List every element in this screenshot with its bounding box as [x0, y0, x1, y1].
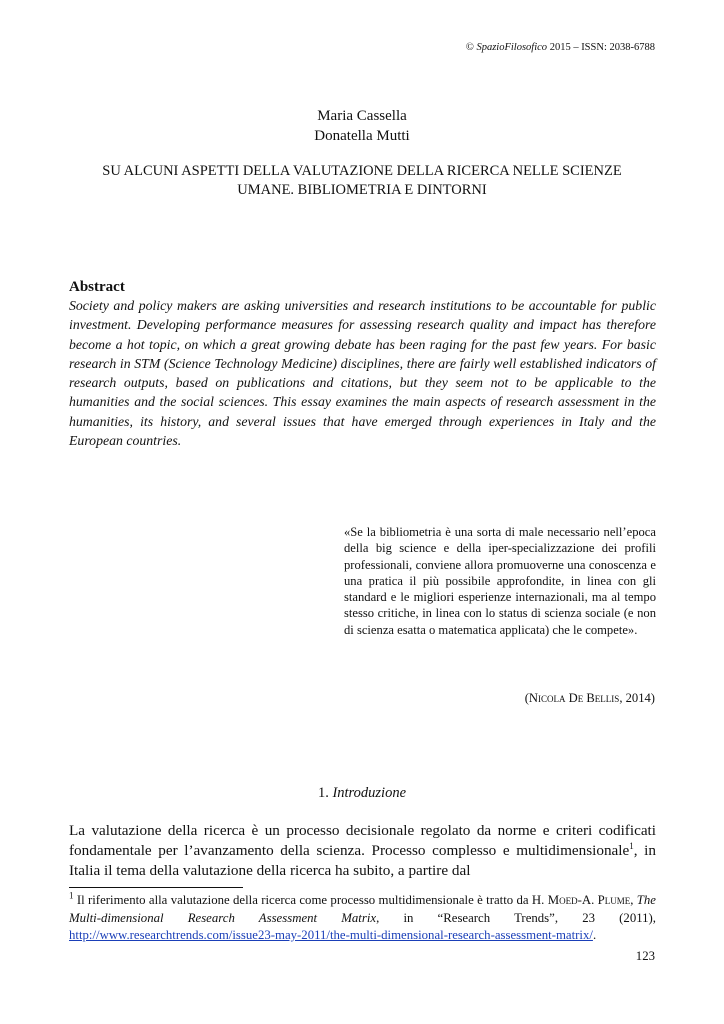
section-heading — [0, 785, 724, 802]
issn-text: 2015 – ISSN: 2038-6788 — [549, 42, 655, 53]
source-author: Nicola De Bellis — [528, 691, 620, 705]
footnote-url-link[interactable]: http://www.researchtrends.com/issue23-may-2011/the-multi-dimensional-research-assessment-matrix/ — [69, 928, 593, 942]
body-text-end: , in Italia il tema della valutazione della ricerca ha subito, a partire dal — [69, 842, 656, 880]
epigraph-quote: «Se la bibliometria è una sorta di male necessario nell’epoca della big science e della iper-specializzazione dei profili professionali, conviene allora promuoverne una conoscenza e una pratica il più possibile approfondite, in linea con gli standard e le migliori esperienze internazionali, ma al tempo stesso critiche, in linea con lo status di scienza sociale (e non di scienza esatta o matematica applicata) che le compete». — [344, 525, 656, 637]
author-name: Maria Cassella — [317, 108, 407, 124]
source-open: ( — [524, 691, 529, 705]
footnote-author: Plume — [597, 893, 631, 907]
journal-name: SpazioFilosofico — [476, 42, 548, 53]
page-number: 123 — [635, 949, 655, 963]
footnote-text: Il riferimento alla valutazione della ricerca come processo multidimensionale è tratto da H. — [73, 893, 548, 907]
footnote-author: Moed — [547, 893, 578, 907]
footnote-dash: -A. — [577, 893, 598, 907]
body-text-start: La valutazione della ricerca è un processo decisionale regolato da norme e criteri codificati fondamentale per l’avanzamento della scienza. Processo complesso e multidimensionale — [69, 822, 656, 860]
section-number: 1. — [317, 785, 333, 801]
footnote-number: 1 — [69, 890, 74, 901]
footnote-text-mid: , in “Research Trends”, 23 (2011), — [376, 910, 656, 925]
footnote-sep: , — [630, 893, 637, 907]
source-year: , 2014) — [619, 691, 655, 705]
footnote-ref[interactable]: 1 — [629, 841, 634, 852]
copyright-symbol: © — [465, 42, 474, 53]
footnote-end: . — [592, 928, 597, 942]
abstract-heading: Abstract — [69, 279, 125, 295]
author-name: Donatella Mutti — [314, 128, 410, 144]
footnote-work-title: The Multi-dimensional Research Assessment Matrix — [69, 893, 656, 925]
footnote — [69, 892, 656, 945]
abstract-text: Society and policy makers are asking universities and research institutions to be accountable for public investment. Developing performance measures for assessing research quality and impact has therefore become a hot topic, on which a great growing debate has been raging for the past few years. For basic research in STM (Science Technology Medicine) disciplines, there are fairly well established indicators of research outputs, based on publications and citations, but they seem not to be applicable to the humanities and the social sciences. This essay examines the main aspects of research assessment in the humanities, its history, and several issues that have emerged through experiences in Italy and the European countries. — [69, 298, 656, 449]
section-title: Introduzione — [332, 785, 407, 801]
running-header — [466, 42, 655, 53]
body-paragraph — [69, 821, 656, 882]
paper-title: SU ALCUNI ASPETTI DELLA VALUTAZIONE DELLA RICERCA NELLE SCIENZE UMANE. BIBLIOMETRIA E DINTORNI — [102, 163, 622, 198]
epigraph-source — [525, 691, 655, 706]
author-list — [0, 106, 724, 146]
footnote-divider — [69, 887, 243, 888]
